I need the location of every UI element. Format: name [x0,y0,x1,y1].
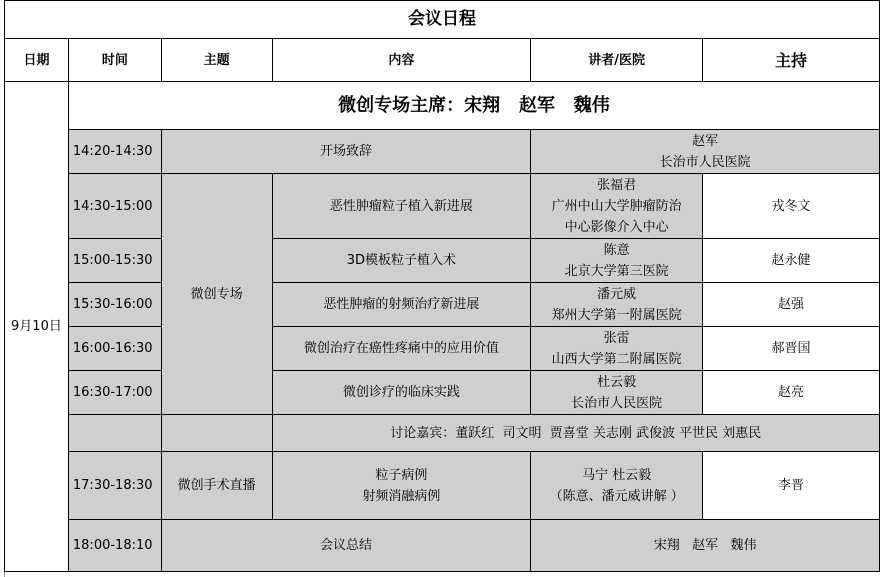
time-cell: 15:00-15:30 [68,239,161,283]
header-time: 时间 [68,39,161,82]
speaker-name: 陈意 [603,242,630,258]
topic-group-cell: 微创专场 [161,174,272,415]
speaker-cell [531,327,703,371]
time-cell-empty [68,415,161,452]
speaker-hospital: 北京大学第三医院 [564,263,669,279]
header-topic: 主题 [161,39,272,82]
speaker-hospital: 山西大学第二附属医院 [551,351,682,367]
time-cell: 18:00-18:10 [68,520,161,572]
schedule-row [5,371,880,415]
speaker-cell [531,283,703,327]
schedule-table [4,0,880,572]
header-speaker: 讲者/医院 [531,39,703,82]
content-cell: 会议总结 [161,520,530,572]
header-date: 日期 [5,39,69,82]
host-cell: 赵强 [703,283,880,327]
title-row [5,1,880,39]
host-cell: 赵亮 [703,371,880,415]
time-cell: 17:30-18:30 [68,452,161,520]
time-cell: 15:30-16:00 [68,283,161,327]
time-cell: 16:00-16:30 [68,327,161,371]
schedule-title: 会议日程 [5,1,880,39]
speaker-name: 赵军 [692,133,719,149]
schedule-row [5,327,880,371]
time-cell: 16:30-17:00 [68,371,161,415]
schedule-row [5,174,880,239]
time-cell: 14:20-14:30 [68,130,161,174]
host-cell: 郝晋国 [703,327,880,371]
time-cell: 14:30-15:00 [68,174,161,239]
speaker-name: 张雷 [603,330,630,346]
speaker-cell [531,130,880,174]
header-row [5,39,880,82]
speaker-note: （陈意、潘元威讲解 ） [549,488,684,504]
topic-cell-empty [161,415,272,452]
discussion-guests: 讨论嘉宾：董跃红 司文明 贾喜堂 关志刚 武俊波 平世民 刘惠民 [272,415,879,452]
discussion-row [5,415,880,452]
speaker-name: 马宁 杜云毅 [582,467,652,483]
content-line: 粒子病例 [375,467,428,483]
content-cell: 微创治疗在癌性疼痛中的应用价值 [272,327,531,371]
content-cell [272,452,531,520]
schedule-row [5,520,880,572]
date-cell: 9月10日 [5,82,69,572]
header-content: 内容 [272,39,531,82]
chair-line: 微创专场主席：宋翔 赵军 魏伟 [68,82,879,130]
speaker-hospital: 长治市人民医院 [659,154,751,170]
content-cell: 恶性肿瘤粒子植入新进展 [272,174,531,239]
header-host: 主持 [703,39,880,82]
speaker-cell [531,174,703,239]
host-cell: 李晋 [703,452,880,520]
content-cell: 恶性肿瘤的射频治疗新进展 [272,283,531,327]
content-cell: 3D模板粒子植入术 [272,239,531,283]
speaker-hospital-line2: 中心影像介入中心 [564,219,669,235]
schedule-row [5,283,880,327]
content-cell: 微创诊疗的临床实践 [272,371,531,415]
host-cell: 赵永健 [703,239,880,283]
speaker-cell [531,239,703,283]
speaker-hospital: 广州中山大学肿瘤防治 [551,198,682,214]
speaker-cell: 宋翔 赵军 魏伟 [531,520,880,572]
speaker-hospital: 长治市人民医院 [571,395,663,411]
topic-cell: 微创手术直播 [161,452,272,520]
content-line: 射频消融病例 [362,488,441,504]
schedule-row [5,452,880,520]
content-cell: 开场致辞 [161,130,530,174]
schedule-row [5,130,880,174]
speaker-hospital: 郑州大学第一附属医院 [551,307,682,323]
speaker-cell [531,452,703,520]
host-cell: 戎冬文 [703,174,880,239]
speaker-name: 潘元威 [597,286,637,302]
chair-row [5,82,880,130]
speaker-name: 杜云毅 [597,374,637,390]
schedule-row [5,239,880,283]
speaker-cell [531,371,703,415]
speaker-name: 张福君 [597,177,637,193]
